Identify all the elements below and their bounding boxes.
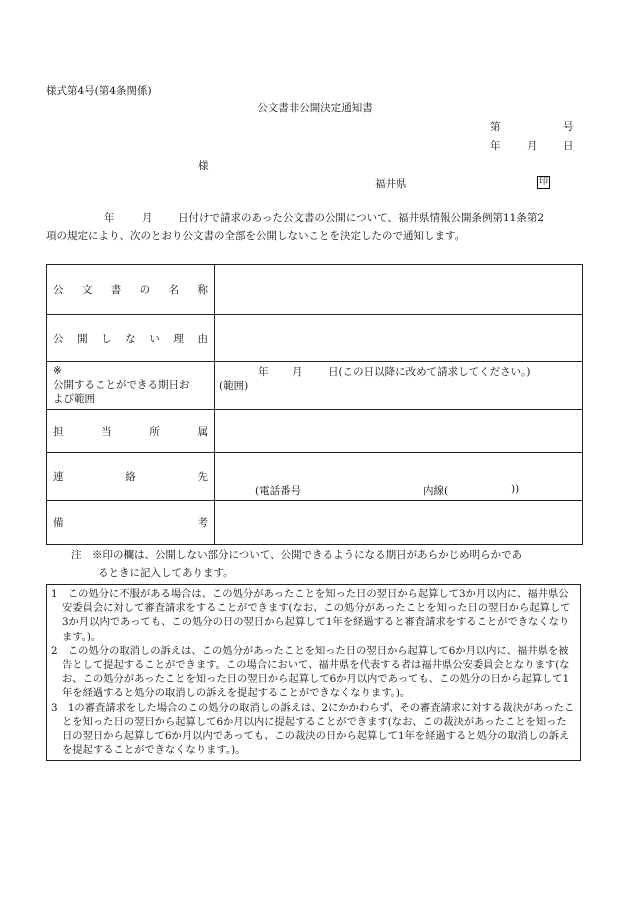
- body-month: 月: [142, 212, 153, 224]
- seal-mark: 印: [538, 177, 548, 187]
- contact-extension: 内線(: [423, 485, 449, 497]
- doc-number-go: 号: [563, 121, 574, 133]
- notice-item-3: 3 1の審査請求をした場合のこの処分の取消しの訴えは、2にかかわらず、その審査請求に対する裁決があったことを知った日の翌日から起算して6か月以内に提起することができます(なお、この裁決があったことを知った日の翌日から起算して6か月以内であっても、この裁決の日から起算して1年を経過すると処分の取消しの訴えを提起することができなくなります。)。: [51, 701, 575, 757]
- date-year: 年: [490, 140, 501, 152]
- label-char: 属: [197, 425, 208, 438]
- label-char: し: [101, 332, 112, 345]
- label-char: 当: [101, 425, 112, 438]
- label-char: 公: [53, 332, 64, 345]
- addressee-suffix: 様: [198, 160, 209, 172]
- label-char: 称: [197, 284, 208, 296]
- asterisk-mark: ※: [53, 365, 62, 377]
- disclosure-year: 年: [258, 366, 269, 378]
- label-char: 考: [197, 517, 208, 529]
- disclosure-range: (範囲): [219, 380, 249, 392]
- label-char: の: [139, 284, 151, 296]
- label-char: 先: [197, 471, 208, 483]
- label-char: 文: [81, 284, 93, 296]
- label-department: [47, 410, 215, 453]
- value-remarks: [215, 501, 583, 545]
- label-char: 由: [197, 332, 208, 345]
- form-number: 様式第4号(第4条関係): [46, 85, 152, 97]
- body-year: 年: [104, 212, 115, 224]
- label-char: 連: [53, 471, 64, 483]
- value-reason: [215, 315, 583, 362]
- label-char: 絡: [125, 471, 136, 483]
- date-month: 月: [527, 140, 538, 152]
- value-document-name: [215, 265, 583, 315]
- label-char: 開: [77, 332, 88, 345]
- value-disclosure-date: [215, 362, 583, 410]
- document-title: 公文書非公開決定通知書: [257, 102, 373, 114]
- contact-extension-close: )): [511, 483, 520, 495]
- label-char: 備: [53, 517, 64, 529]
- legal-notice-box: [46, 584, 581, 761]
- label-char: い: [149, 332, 160, 345]
- disclosure-month: 月: [292, 366, 303, 378]
- note-line1: 注 ※印の欄は、公開しない部分について、公開できるようになる期日があらかじめ明らかであ: [71, 549, 523, 561]
- label-char: 担: [53, 425, 64, 438]
- disclosure-day-text: 日(この日以降に改めて請求してください。): [328, 366, 531, 378]
- label-char: 所: [149, 425, 160, 438]
- label-disclosure-date-a: 公開することができる期日お: [53, 379, 190, 391]
- doc-number-dai: 第: [490, 121, 501, 133]
- label-remarks: [47, 501, 215, 545]
- issuer-name: 福井県: [375, 178, 407, 190]
- label-contact: [47, 453, 215, 501]
- note-line2: るときに記入してあります。: [98, 567, 234, 579]
- label-reason: [47, 315, 215, 362]
- label-char: 名: [168, 284, 180, 296]
- decision-table: [46, 264, 583, 545]
- contact-phone: (電話番号: [255, 485, 302, 497]
- label-char: 書: [110, 284, 122, 296]
- value-department: [215, 410, 583, 453]
- label-disclosure-date: [47, 362, 215, 410]
- label-char: 公: [53, 284, 64, 296]
- notice-item-1: 1 この処分に不服がある場合は、この処分があったことを知った日の翌日から起算して3か月以内に、福井県公安委員会に対して審査請求をすることができます(なお、この処分があったことを知った日の翌日から起算して3か月以内であっても、この処分の日の翌日から起算して1年を経過すると審査請求をすることができなくなります。)。: [51, 588, 571, 643]
- label-disclosure-date-b: よび範囲: [53, 393, 95, 405]
- label-document-name: [47, 265, 215, 315]
- label-char: 理: [173, 332, 184, 345]
- date-day: 日: [563, 140, 574, 152]
- value-contact: [215, 453, 583, 501]
- notice-item-2: 2 この処分の取消しの訴えは、この処分があったことを知った日の翌日から起算して6か月以内に、福井県を被告として提起することができます。この場合において、福井県を代表する者は福井県公安委員会となります(なお、この処分があったことを知った日の翌日から起算して6か月以内であっても、この処分の日から起算して1年を経過すると処分の取消しの訴えを提起することができなくなります。)。: [51, 644, 570, 700]
- label-char: な: [125, 332, 136, 345]
- body-line1: 日付けで請求のあった公文書の公開について、福井県情報公開条例第11条第2: [178, 212, 545, 224]
- body-line2: 項の規定により、次のとおり公文書の全部を公開しないことを決定したので通知します。: [46, 230, 466, 242]
